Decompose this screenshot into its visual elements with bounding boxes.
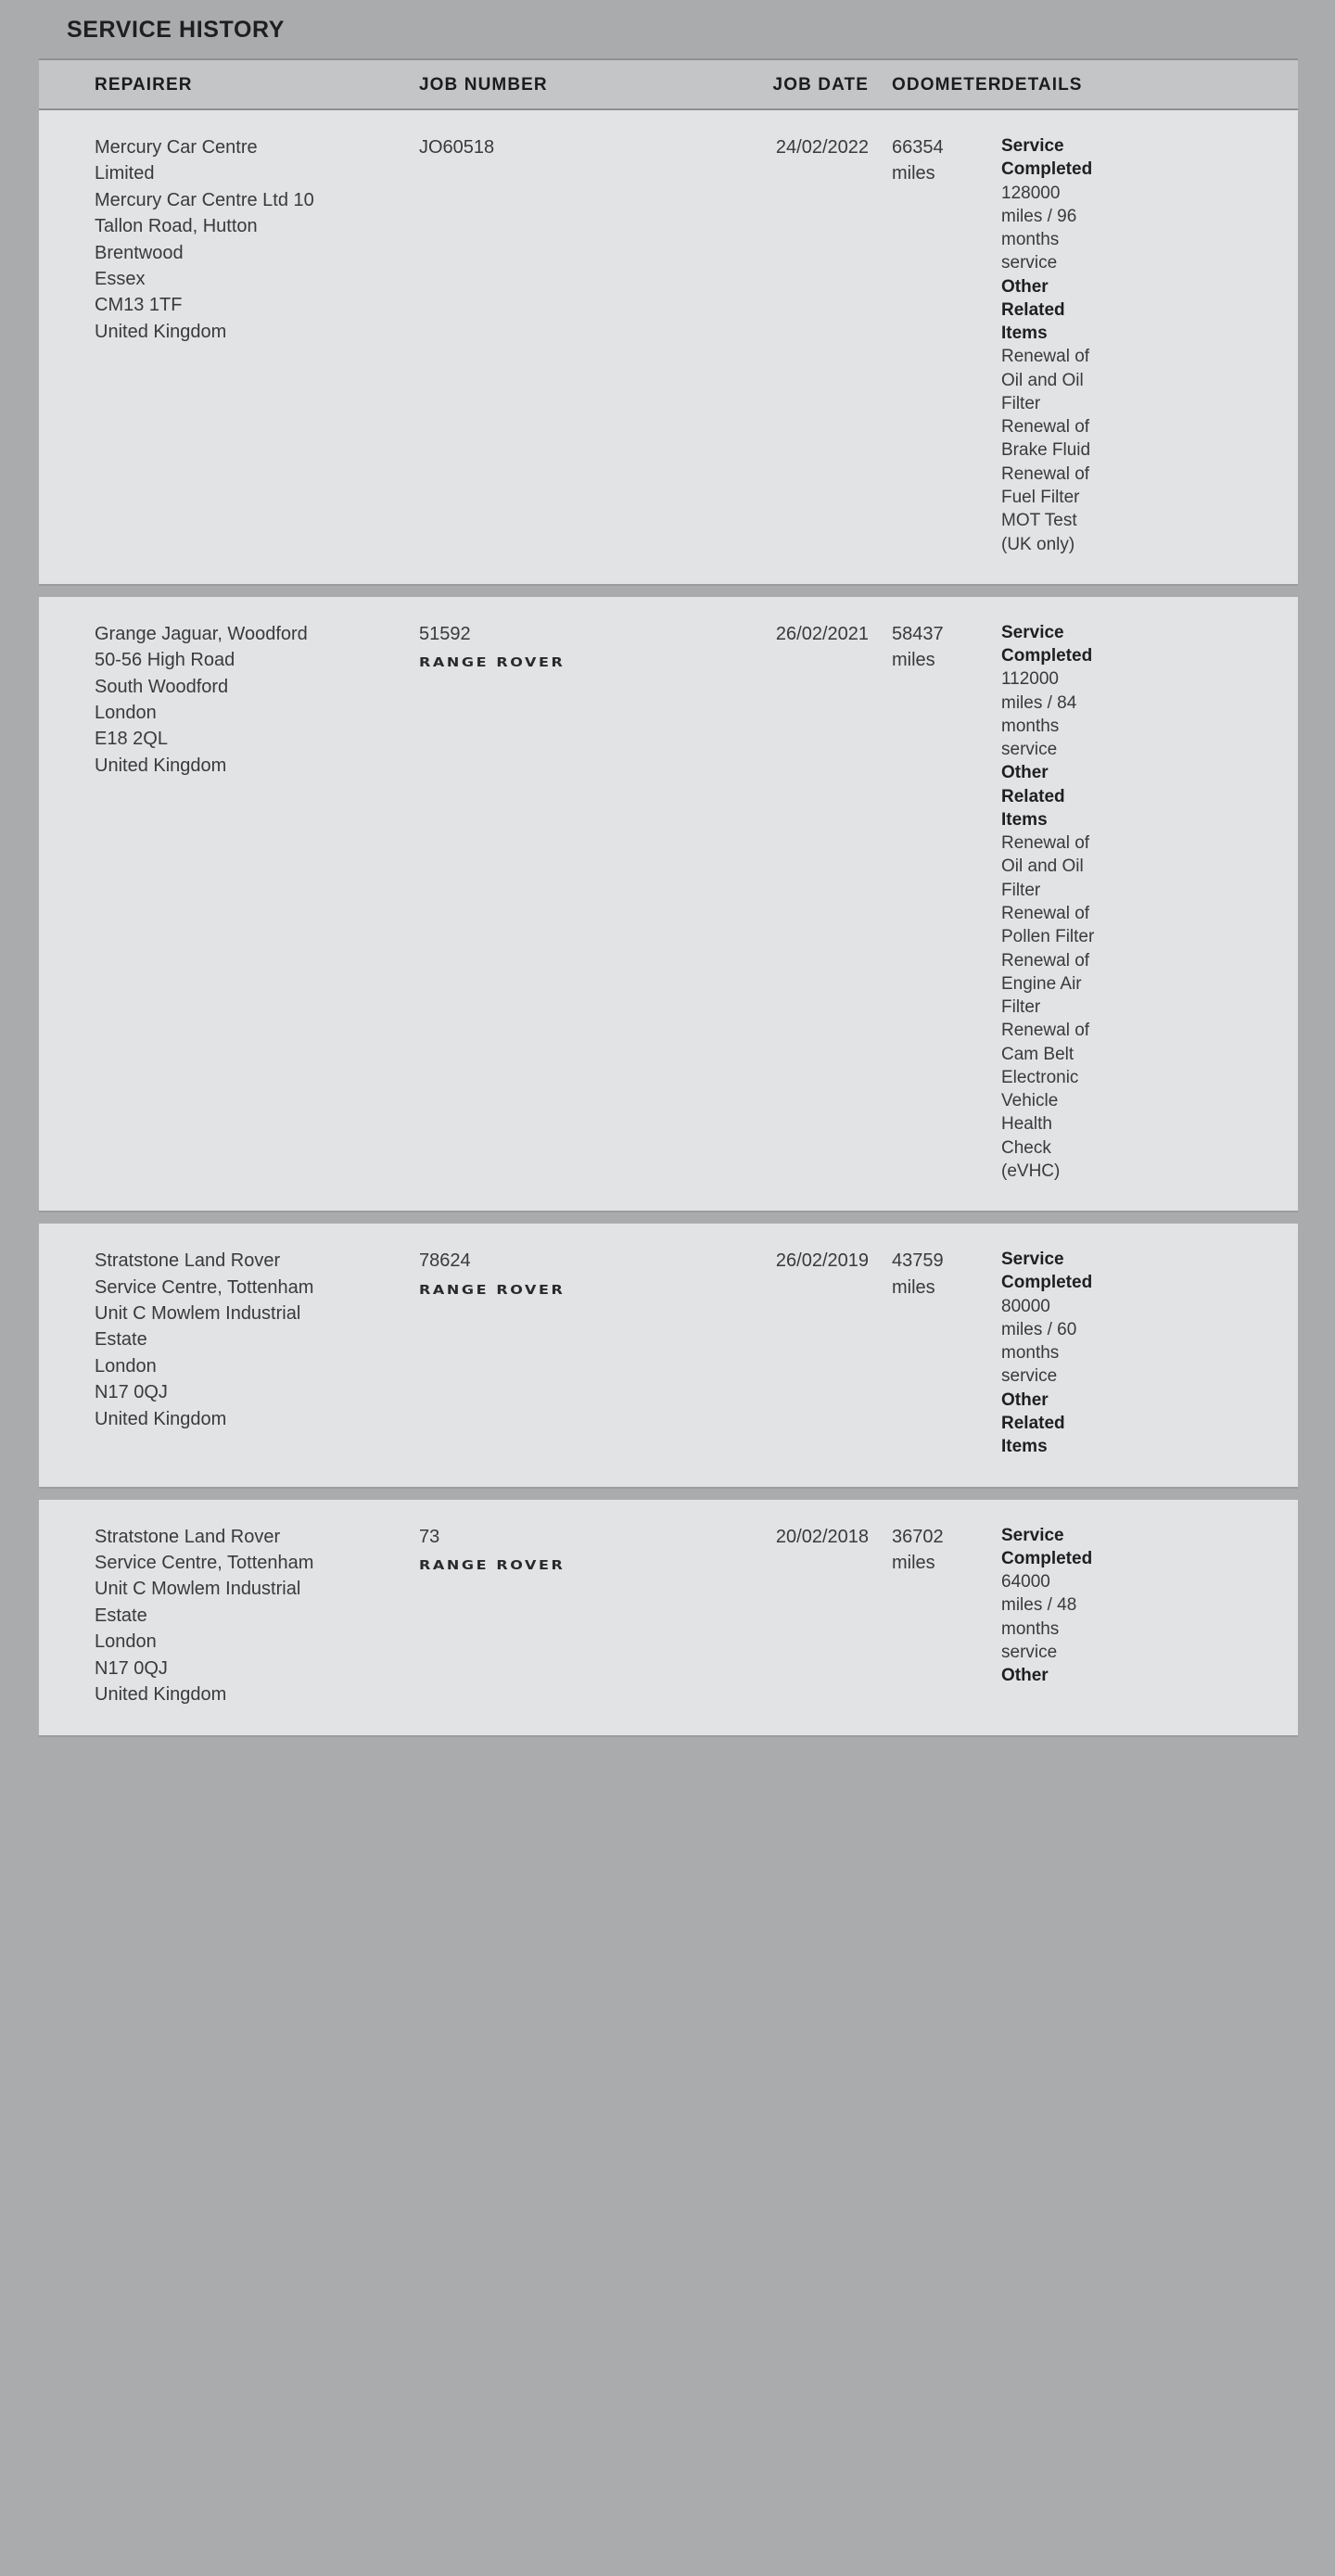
details-item: Fuel Filter [1001,487,1080,507]
details-item: Renewal of [1001,1021,1090,1041]
details-heading: Completed [1001,646,1093,666]
details-heading: Service [1001,622,1064,642]
repairer-address-line: United Kingdom [95,321,227,342]
details-heading: Related [1001,1414,1065,1434]
cell-details [994,1248,1151,1458]
details-item: months [1001,716,1060,736]
details-item: Cam Belt [1001,1044,1074,1064]
odometer-value: 66354 [892,137,944,158]
repairer-address-line: Estate [95,1605,147,1626]
repairer-address-line: Service Centre, Tottenham [95,1276,314,1298]
cell-job-number [419,134,697,556]
odometer-unit: miles [892,1552,935,1573]
repairer-address-line: United Kingdom [95,755,227,776]
details-heading: Service [1001,1525,1064,1545]
details-item: (eVHC) [1001,1161,1061,1181]
details-item: Vehicle [1001,1091,1059,1111]
repairer-address-line: London [95,1355,157,1377]
table-row [39,110,1298,586]
cell-repairer [39,134,419,556]
repairer-address-line: N17 0QJ [95,1657,168,1679]
details-item: service [1001,1642,1058,1662]
cell-job-date: 20/02/2018 [775,1526,869,1547]
cell-job-date: 26/02/2021 [775,623,869,644]
details-item: Filter [1001,997,1041,1018]
cell-details [994,134,1151,556]
odometer-unit: miles [892,163,935,184]
details-heading: Other [1001,1390,1049,1410]
details-item: 128000 [1001,183,1061,203]
cell-details [994,621,1151,1183]
cell-repairer [39,1248,419,1458]
details-item: Filter [1001,880,1041,900]
details-item: service [1001,253,1058,273]
cell-repairer [39,1524,419,1708]
job-number-value: 73 [419,1526,440,1547]
repairer-address-line: CM13 1TF [95,295,183,316]
details-item: Health [1001,1114,1052,1135]
details-heading: Service [1001,1250,1064,1270]
range-rover-logo: RANGE ROVER [419,1282,566,1297]
details-item: Engine Air [1001,973,1082,994]
details-heading: Service [1001,136,1064,156]
details-item: months [1001,1343,1060,1364]
column-header-job-date: JOB DATE [772,75,869,95]
cell-job-number [419,621,697,1183]
repairer-address-line: Mercury Car Centre Ltd 10 [95,189,314,210]
odometer-value: 58437 [892,623,944,644]
column-header-job-number: JOB NUMBER [419,75,548,95]
cell-odometer [869,1248,994,1458]
details-item: miles / 84 [1001,692,1077,713]
repairer-address-line: E18 2QL [95,729,168,750]
cell-job-date: 26/02/2019 [775,1250,869,1272]
details-heading: Items [1001,1437,1048,1457]
details-heading: Items [1001,809,1048,830]
details-heading: Other [1001,1666,1049,1686]
cell-details [994,1524,1151,1708]
details-item: months [1001,230,1060,250]
details-item: Renewal of [1001,833,1090,854]
repairer-address-line: N17 0QJ [95,1382,168,1403]
odometer-unit: miles [892,650,935,671]
column-header-details: DETAILS [1001,75,1083,95]
odometer-unit: miles [892,1276,935,1298]
details-heading: Completed [1001,1273,1093,1293]
repairer-address-line: Estate [95,1329,147,1351]
cell-repairer [39,621,419,1183]
job-number-value: 78624 [419,1250,471,1272]
table-header-row [39,58,1298,110]
details-item: Oil and Oil [1001,857,1084,877]
details-item: Electronic [1001,1067,1079,1087]
job-number-value: JO60518 [419,137,495,158]
repairer-address-line: London [95,1631,157,1653]
table-row [39,597,1298,1212]
repairer-address-line: Essex [95,268,146,289]
column-header-repairer: REPAIRER [95,75,193,95]
table-row [39,1500,1298,1738]
details-heading: Related [1001,299,1065,320]
repairer-address-line: Tallon Road, Hutton [95,216,258,237]
details-item: Filter [1001,393,1041,413]
details-item: MOT Test [1001,511,1077,531]
repairer-address-line: South Woodford [95,676,229,697]
range-rover-logo: RANGE ROVER [419,1557,566,1573]
repairer-address-line: United Kingdom [95,1408,227,1429]
details-item: miles / 60 [1001,1319,1077,1339]
details-item: months [1001,1618,1060,1639]
details-item: Check [1001,1137,1051,1158]
repairer-address-line: London [95,702,157,723]
details-item: service [1001,740,1058,760]
details-item: service [1001,1366,1058,1387]
repairer-address-line: Stratstone Land Rover [95,1250,281,1272]
range-rover-logo: RANGE ROVER [419,655,566,670]
details-item: Renewal of [1001,347,1090,367]
details-item: Renewal of [1001,463,1090,484]
repairer-address-line: Mercury Car Centre [95,137,258,158]
odometer-value: 43759 [892,1250,944,1272]
details-item: Oil and Oil [1001,370,1084,390]
details-item: (UK only) [1001,534,1075,554]
repairer-address-line: Unit C Mowlem Industrial [95,1302,301,1324]
details-heading: Completed [1001,159,1093,180]
details-item: 112000 [1001,669,1059,690]
details-heading: Other [1001,763,1049,783]
details-item: Renewal of [1001,903,1090,923]
table-row [39,1224,1298,1488]
details-item: Pollen Filter [1001,927,1095,947]
details-item: Renewal of [1001,417,1090,438]
details-item: 64000 [1001,1572,1050,1593]
page-title: SERVICE HISTORY [67,17,285,43]
details-item: Renewal of [1001,950,1090,971]
cell-job-number [419,1248,697,1458]
repairer-address-line: Limited [95,163,155,184]
repairer-address-line: Stratstone Land Rover [95,1526,281,1547]
details-item: 80000 [1001,1296,1050,1316]
details-item: miles / 48 [1001,1595,1077,1616]
details-heading: Completed [1001,1548,1093,1568]
table-body [39,110,1298,1737]
repairer-address-line: United Kingdom [95,1683,227,1705]
repairer-address-line: Service Centre, Tottenham [95,1552,314,1573]
details-heading: Items [1001,324,1048,344]
repairer-address-line: Grange Jaguar, Woodford [95,623,308,644]
details-heading: Related [1001,786,1065,806]
repairer-address-line: Brentwood [95,242,184,263]
cell-job-date: 24/02/2022 [775,137,869,158]
details-heading: Other [1001,276,1049,297]
job-number-value: 51592 [419,623,471,644]
cell-odometer [869,134,994,556]
cell-odometer [869,1524,994,1708]
details-item: Brake Fluid [1001,440,1091,461]
repairer-address-line: Unit C Mowlem Industrial [95,1579,301,1600]
details-item: miles / 96 [1001,206,1077,226]
column-header-odometer: ODOMETER [892,75,1002,95]
repairer-address-line: 50-56 High Road [95,650,235,671]
odometer-value: 36702 [892,1526,944,1547]
cell-odometer [869,621,994,1183]
cell-job-number [419,1524,697,1708]
service-history-table [39,58,1298,1737]
